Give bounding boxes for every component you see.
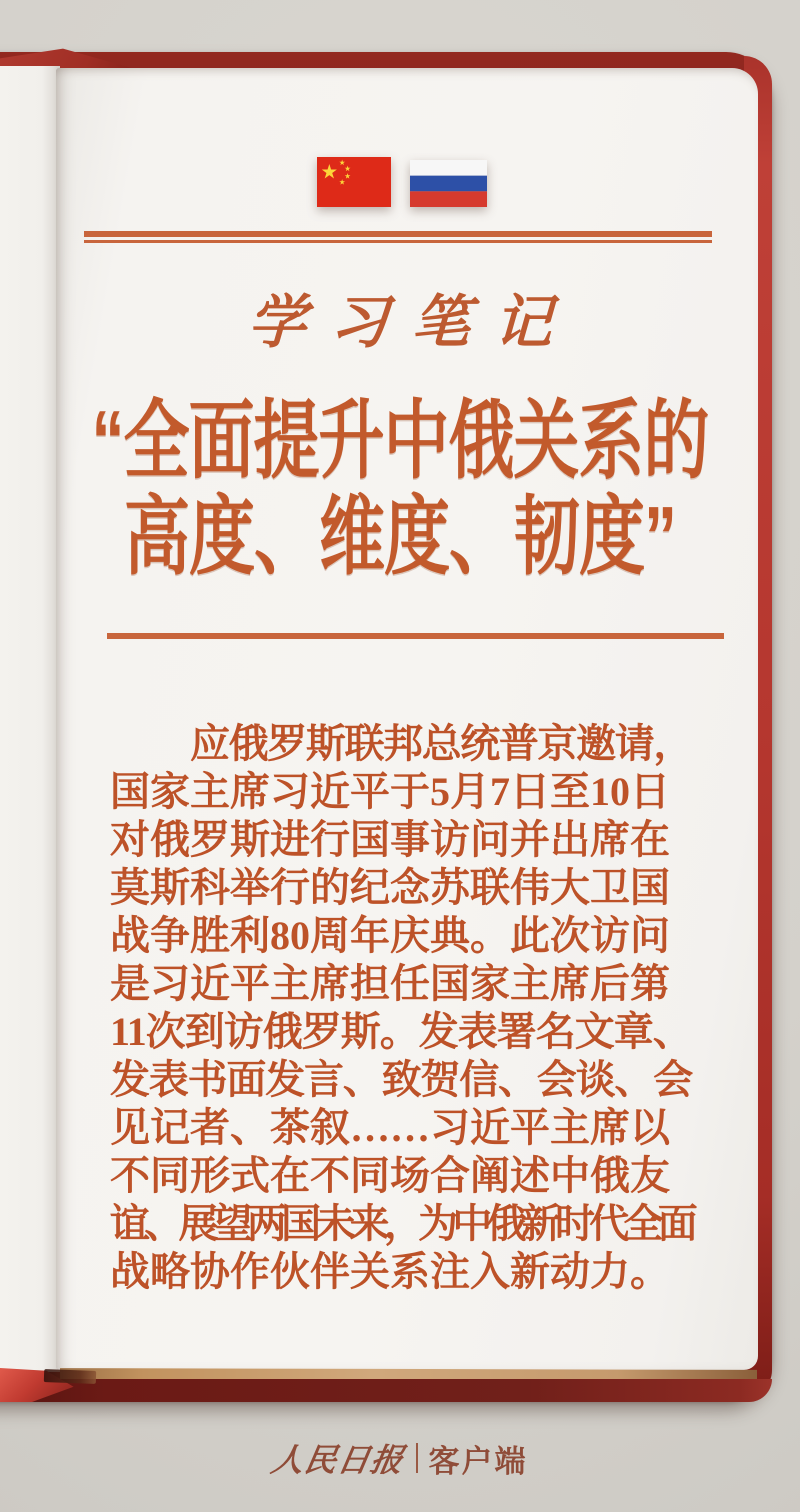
script-title: 学习笔记 xyxy=(246,290,578,355)
body-line: 对俄罗斯进行国事访问并出席在 xyxy=(110,817,670,862)
client-app-label: 客户端 xyxy=(428,1443,528,1479)
section-rule xyxy=(107,633,724,639)
headline-line-1: “全面提升中俄关系的 xyxy=(91,392,709,489)
body-line: 见记者、茶叙……习近平主席以 xyxy=(110,1105,670,1150)
russia-flag-icon xyxy=(410,160,487,207)
body-line: 应俄罗斯联邦总统普京邀请， xyxy=(190,721,692,766)
body-line: 莫斯科举行的纪念苏联伟大卫国 xyxy=(110,865,670,910)
body-line: 11次到访俄罗斯。发表署名文章、 xyxy=(110,1009,692,1054)
body-line: 战略协作伙伴关系注入新动力。 xyxy=(110,1249,670,1294)
body-line: 谊、展望两国未来，为中俄新时代全面 xyxy=(110,1201,692,1246)
notebook-page-stack-edge xyxy=(0,66,60,1372)
body-line: 发表书面发言、致贺信、会谈、会 xyxy=(110,1057,692,1102)
footer-logo xyxy=(0,1436,800,1480)
headline-line-2: 高度、维度、韧度” xyxy=(124,488,676,585)
peoples-daily-logo: 人民日报 xyxy=(268,1442,408,1478)
headline xyxy=(0,392,800,584)
logo-divider xyxy=(416,1443,418,1473)
body-text xyxy=(110,720,692,1296)
header-double-rule xyxy=(84,231,712,243)
body-line: 战争胜利80周年庆典。此次访问 xyxy=(110,913,670,958)
notebook-page-notch xyxy=(44,1369,96,1384)
body-line: 国家主席习近平于5月7日至10日 xyxy=(110,769,670,814)
notebook-cover-bottom-band xyxy=(0,1379,772,1402)
china-flag-icon xyxy=(317,157,391,207)
body-line: 不同形式在不同场合阐述中俄友 xyxy=(110,1153,670,1198)
body-line: 是习近平主席担任国家主席后第 xyxy=(110,961,670,1006)
